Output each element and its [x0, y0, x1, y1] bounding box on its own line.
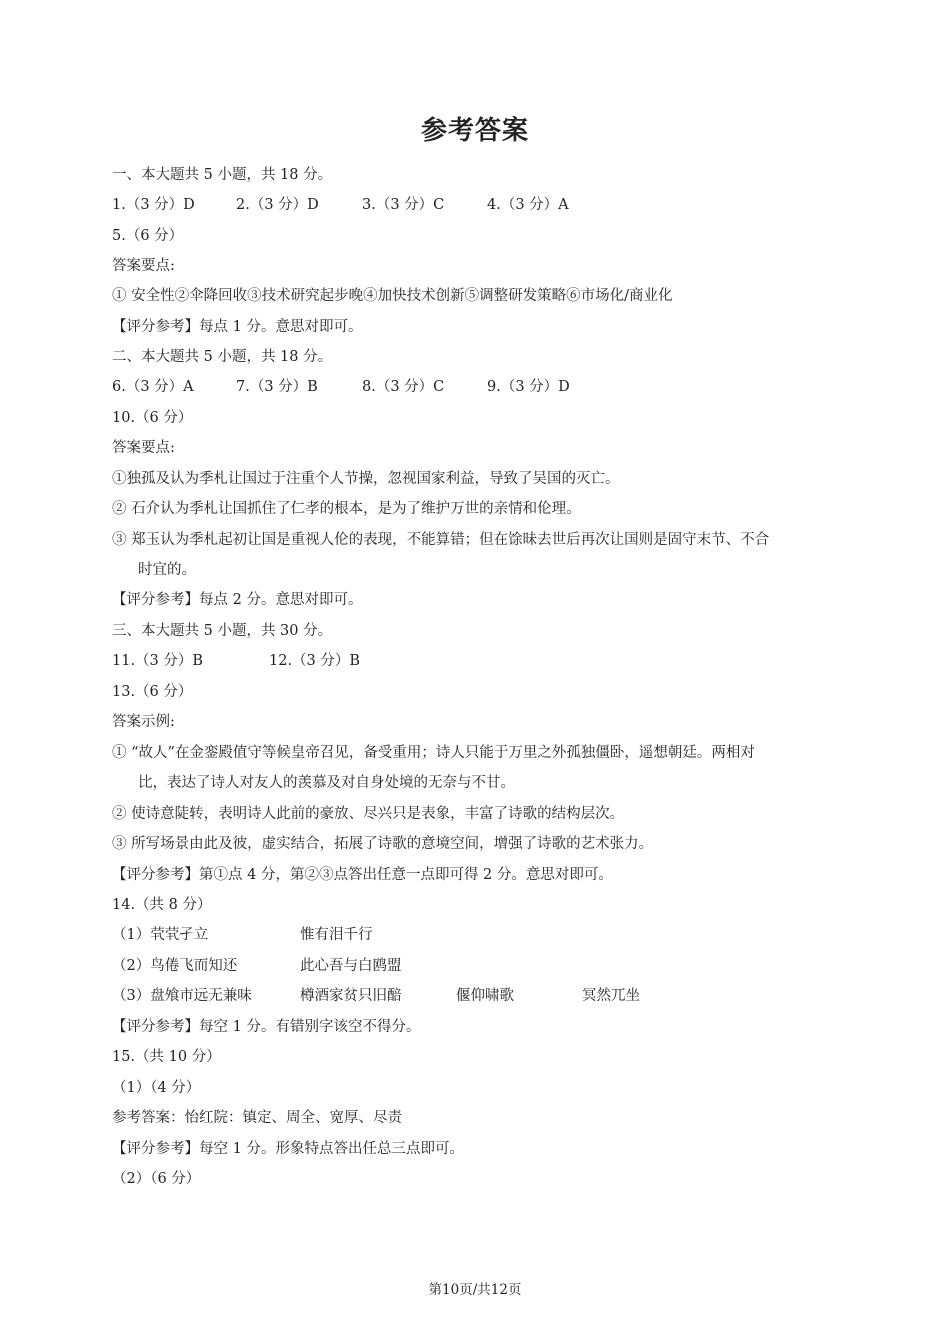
answer-cell: 1.（3 分）D [112, 197, 195, 213]
scoring-note: 【评分参考】第①点 4 分，第②③点答出任意一点即可得 2 分。意思对即可。 [112, 867, 613, 883]
answer-point: ① 安全性②伞降回收③技术研究起步晚④加快技术创新⑤调整研发策略⑥市场化/商业化 [112, 288, 673, 304]
answer-point: ② 石介认为季札让国抓住了仁孝的根本，是为了维护万世的亲情和伦理。 [112, 501, 581, 517]
answer-cell: 12.（3 分）B [269, 653, 361, 669]
scoring-note: 【评分参考】每点 1 分。意思对即可。 [112, 319, 363, 335]
answer-point: ② 使诗意陡转，表明诗人此前的豪放、尽兴只是表象，丰富了诗歌的结构层次。 [112, 806, 625, 822]
answer-point: ①独孤及认为季札让国过于注重个人节操，忽视国家利益，导致了吴国的灭亡。 [112, 471, 620, 487]
page-title: 参考答案 [420, 116, 529, 146]
section-heading: 三、本大题共 5 小题，共 30 分。 [112, 623, 333, 639]
scoring-note: 【评分参考】每空 1 分。有错别字该空不得分。 [112, 1019, 421, 1035]
question-heading: 10.（6 分） [112, 410, 193, 426]
answer-point: ③ 所写场景由此及彼，虚实结合，拓展了诗歌的意境空间，增强了诗歌的艺术张力。 [112, 836, 654, 852]
page-number: 第10页/共12页 [428, 1282, 522, 1298]
answer-cell: 2.（3 分）D [236, 197, 319, 213]
fill-cell: 偃仰啸歌 [456, 988, 514, 1004]
sub-question-heading: （1）（4 分） [112, 1080, 201, 1096]
fill-cell: 冥然兀坐 [582, 988, 640, 1004]
answer-point: ③ 郑玉认为季札起初让国是重视人伦的表现，不能算错；但在馀昧去世后再次让国则是固守末节、不合 [112, 532, 770, 548]
answer-point-continued: 时宜的。 [138, 562, 196, 578]
answer-cell: 7.（3 分）B [236, 379, 318, 395]
scoring-note: 【评分参考】每空 1 分。形象特点答出任总三点即可。 [112, 1141, 464, 1157]
fill-cell: 惟有泪千行 [300, 927, 373, 943]
answer-cell: 11.（3 分）B [112, 653, 204, 669]
answer-label: 答案要点: [112, 440, 175, 456]
question-heading: 5.（6 分） [112, 228, 184, 244]
answer-cell: 4.（3 分）A [487, 197, 569, 213]
fill-cell: （1）茕茕孑立 [112, 927, 209, 943]
question-heading: 15.（共 10 分） [112, 1049, 221, 1065]
answer-point: ① “故人”在金銮殿值守等候皇帝召见，备受重用；诗人只能于万里之外孤独僵卧，遥想朝廷。两相对 [112, 745, 755, 761]
question-heading: 13.（6 分） [112, 684, 193, 700]
section-heading: 一、本大题共 5 小题，共 18 分。 [112, 167, 333, 183]
answer-label: 答案要点: [112, 258, 175, 274]
answer-cell: 6.（3 分）A [112, 379, 194, 395]
answer-label: 答案示例: [112, 714, 175, 730]
sub-question-heading: （2）（6 分） [112, 1171, 201, 1187]
reference-answer: 参考答案：怡红院：镇定、周全、宽厚、尽责 [112, 1110, 402, 1126]
fill-cell: （3）盘飧市远无兼味 [112, 988, 252, 1004]
fill-cell: 樽酒家贫只旧醅 [300, 988, 402, 1004]
answer-cell: 3.（3 分）C [362, 197, 445, 213]
fill-cell: 此心吾与白鸥盟 [300, 958, 402, 974]
scoring-note: 【评分参考】每点 2 分。意思对即可。 [112, 592, 363, 608]
section-heading: 二、本大题共 5 小题，共 18 分。 [112, 349, 333, 365]
fill-cell: （2）鸟倦飞而知还 [112, 958, 238, 974]
question-heading: 14.（共 8 分） [112, 897, 212, 913]
answer-point-continued: 比，表达了诗人对友人的羡慕及对自身处境的无奈与不甘。 [138, 775, 515, 791]
answer-cell: 8.（3 分）C [362, 379, 445, 395]
answer-cell: 9.（3 分）D [487, 379, 570, 395]
